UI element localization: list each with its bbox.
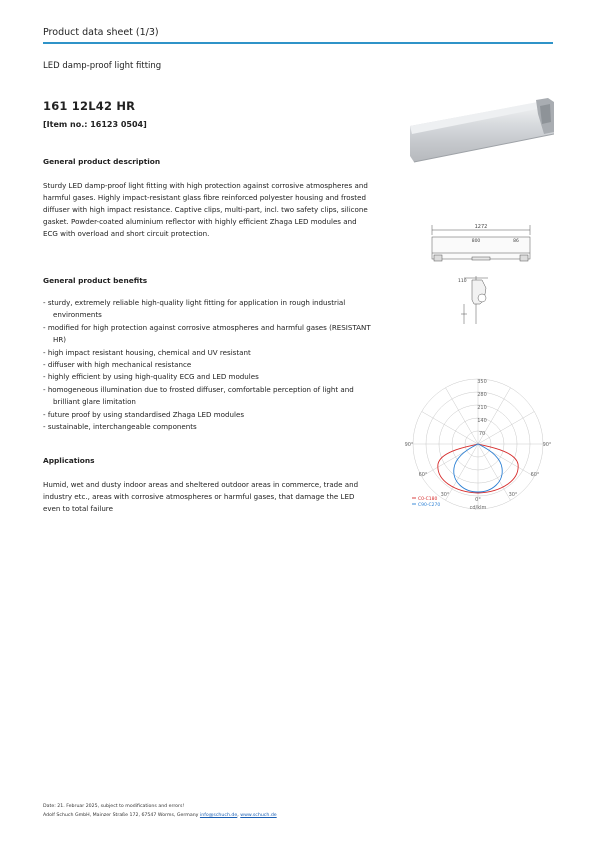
ring-label: 350 xyxy=(477,379,487,385)
footer-address: Adolf Schuch GmbH, Mainzer Straße 172, 67547 Worms, Germany xyxy=(43,813,200,818)
unit-label: cd/klm xyxy=(469,505,487,511)
header-divider xyxy=(43,42,553,44)
benefit-item: - future proof by using standardised Zhaga LED modules xyxy=(43,409,245,419)
end-dimension-label: 86 xyxy=(513,239,519,244)
dimension-drawing-side xyxy=(452,274,498,328)
page-footer xyxy=(43,802,277,820)
benefits-list xyxy=(43,297,378,433)
footer-address-line xyxy=(43,811,277,820)
product-subtitle: LED damp-proof light fitting xyxy=(43,61,162,71)
ring-label: 210 xyxy=(477,405,487,411)
angle-label: 60° xyxy=(418,472,428,478)
ring-label: 280 xyxy=(477,392,487,398)
angle-label: 90° xyxy=(404,442,414,448)
angle-label: 60° xyxy=(530,472,540,478)
legend-c90: C90-C270 xyxy=(418,503,441,508)
item-number: [Item no.: 16123 0504] xyxy=(43,120,147,129)
description-heading: General product description xyxy=(43,157,161,166)
benefit-item: - homogeneous illumination due to frosted diffuser, comfortable perception of light and brilliant glare limitation xyxy=(43,384,354,407)
footer-separator: , xyxy=(237,813,241,818)
benefit-item: - diffuser with high mechanical resistance xyxy=(43,360,192,370)
description-text: Sturdy LED damp-proof light fitting with high protection against corrosive atmospheres and harmful gases. Highly impact-resistant glass fibre reinforced polyester housing and frosted diffuser with high impact resistance. Captive clips, multi-part, incl. two safety clips, silicone gasket. Powder-coated aluminium reflector with highly efficient Zhaga LED modules and ECG with overload and short circuit protection. xyxy=(43,181,368,238)
email-link[interactable]: info@schuch.de xyxy=(199,813,238,818)
angle-label: 0° xyxy=(475,497,481,503)
benefit-item: - modified for high protection against corrosive atmospheres and harmful gases (RESISTANT HR) xyxy=(43,322,371,345)
applications-text: Humid, wet and dusty indoor areas and sheltered outdoor areas in commerce, trade and industry etc., areas with corrosive atmospheres or harmful gases, that damage the LED even to total failure xyxy=(43,480,359,513)
angle-label: 30° xyxy=(508,492,518,498)
applications-heading: Applications xyxy=(43,456,95,465)
product-photo xyxy=(408,96,554,168)
product-code: 161 12L42 HR xyxy=(43,99,136,113)
footer-date: Date: 21. Februar 2025, subject to modifications and errors! xyxy=(43,804,185,809)
benefits-heading: General product benefits xyxy=(43,276,148,285)
angle-label: 90° xyxy=(542,442,552,448)
legend-c0: C0-C180 xyxy=(418,497,438,502)
benefit-item: - sustainable, interchangeable components xyxy=(43,422,197,432)
benefit-item: - highly efficient by using high-quality ECG and LED modules xyxy=(43,372,259,382)
dimension-drawing-front xyxy=(426,219,536,267)
width-label: 110 xyxy=(458,279,467,284)
mounting-distance-label: 800 xyxy=(471,239,481,244)
page-header-title: Product data sheet (1/3) xyxy=(43,27,159,38)
overall-length-label: 1272 xyxy=(474,224,488,230)
angle-label: 30° xyxy=(440,492,450,498)
benefit-item: - high impact resistant housing, chemical and UV resistant xyxy=(43,347,251,357)
polar-diagram xyxy=(402,374,554,516)
ring-label: 140 xyxy=(477,418,487,424)
ring-label: 70 xyxy=(478,431,486,437)
website-link[interactable]: www.schuch.de xyxy=(240,813,277,818)
benefit-item: - sturdy, extremely reliable high-quality light fitting for application in rough industrial environments xyxy=(43,298,346,320)
